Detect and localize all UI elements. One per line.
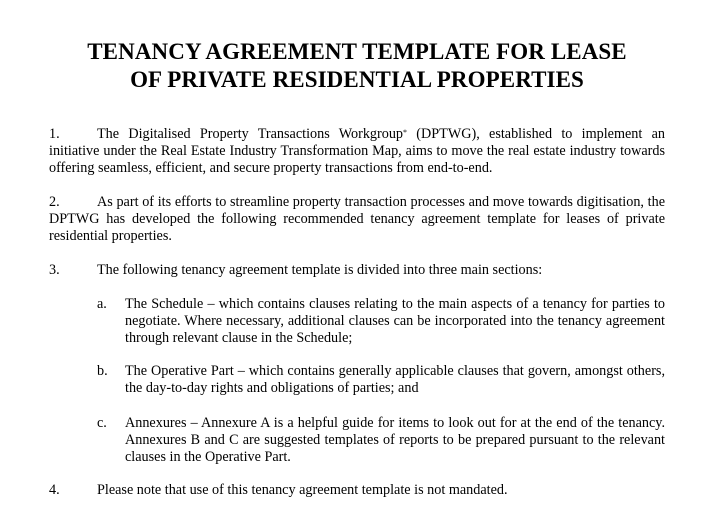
paragraph-2 [49, 194, 665, 245]
paragraph-3 [49, 262, 665, 279]
paragraph-number: 4. [49, 482, 60, 498]
paragraph-text-continued: (DPTWG), established to implement an initiative under the Real Estate Industry Transformation Map, aims to move the real estate industry towards offering seamless, efficient, and secure property transactions from end-to-end. [49, 126, 665, 176]
paragraph-4 [49, 482, 665, 499]
footnote-marker: * [403, 128, 408, 137]
paragraph-number: 3. [49, 262, 60, 278]
paragraph-number: 2. [49, 194, 60, 210]
sub-item-text: Annexures – Annexure A is a helpful guide for items to look out for at the end of the tenancy. Annexures B and C are suggested templates of reports to be prepared pursuant to the relevant clauses in the Operative Part. [125, 415, 665, 465]
sub-item-text: The Schedule – which contains clauses relating to the main aspects of a tenancy for parties to negotiate. Where necessary, additional clauses can be incorporated into the tenancy agreement through relevant clause in the Schedule; [125, 296, 665, 346]
paragraph-text: The following tenancy agreement template is divided into three main sections: [97, 262, 543, 278]
sub-item-text: The Operative Part – which contains generally applicable clauses that govern, amongst others, the day-to-day rights and obligations of parties; and [125, 363, 665, 396]
sub-item-letter: a. [97, 296, 107, 312]
title-line-2: OF PRIVATE RESIDENTIAL PROPERTIES [130, 67, 584, 92]
paragraph-text: As part of its efforts to streamline property transaction processes and move towards digitisation, the DPTWG has developed the following recommended tenancy agreement template for leases of private residential properties. [49, 194, 665, 244]
paragraph-text: The Digitalised Property Transactions Workgroup [97, 126, 404, 142]
paragraph-text: Please note that use of this tenancy agreement template is not mandated. [97, 482, 508, 498]
paragraph-number: 1. [49, 126, 60, 142]
document-title [40, 38, 674, 94]
paragraph-1 [49, 126, 665, 177]
title-line-1: TENANCY AGREEMENT TEMPLATE FOR LEASE [87, 39, 627, 64]
sub-item-b [97, 363, 665, 397]
sub-item-letter: b. [97, 363, 108, 379]
sub-item-c [97, 415, 665, 466]
sub-item-a [97, 296, 665, 347]
sub-item-letter: c. [97, 415, 107, 431]
